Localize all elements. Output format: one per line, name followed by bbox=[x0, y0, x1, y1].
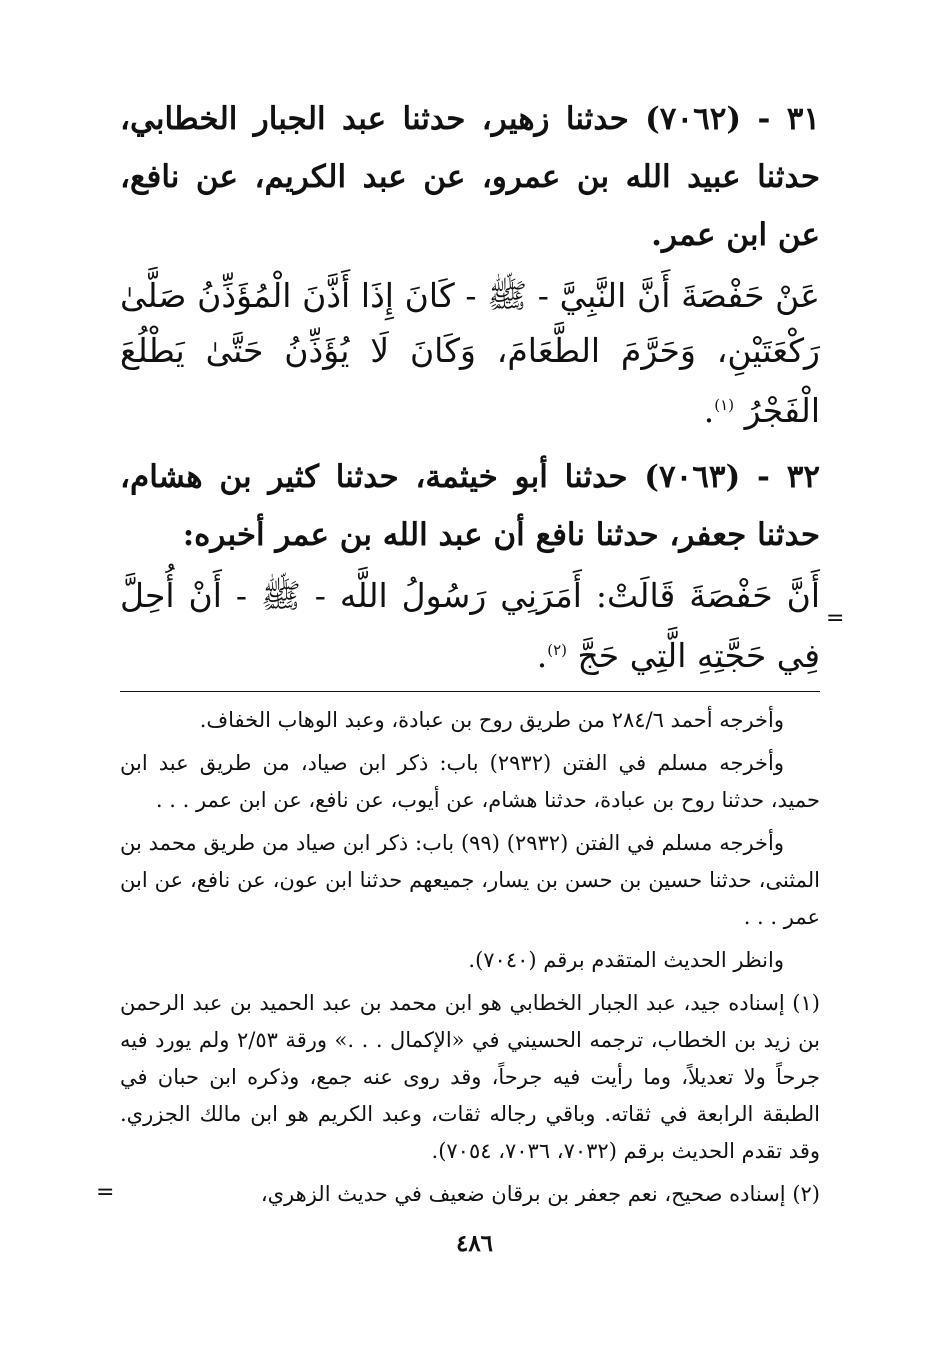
hadith-31-isnad: ٣١ - (٧٠٦٢) حدثنا زهير، حدثنا عبد الجبار الخطابي، حدثنا عبيد الله بن عمرو، عن عبد الكريم، عن نافع، عن ابن عمر. bbox=[120, 101, 820, 253]
footnote-ref-1: (١) bbox=[714, 396, 735, 414]
footnote-2: (٢) إسناده صحيح، نعم جعفر بن برقان ضعيف في حديث الزهري، bbox=[260, 1182, 820, 1206]
note-muslim-2: وأخرجه مسلم في الفتن (٢٩٣٢) (٩٩) باب: ذكر ابن صياد من طريق محمد بن المثنى، حدثنا حسين بن حسن بن يسار، جميعهم حدثنا ابن عون، عن نافع، عن ابن عمر . . . bbox=[120, 831, 820, 929]
continuation-mark-top: = bbox=[826, 606, 845, 631]
hadith-32-text: أَنَّ حَفْصَةَ قَالَتْ: أَمَرَنِي رَسُولُ اللَّه - ﷺ - أَنْ أُحِلَّ فِي حَجَّتِهِ الَّتِي حَجَّ $^{(٢)}$. bbox=[120, 576, 820, 675]
footnotes-section bbox=[120, 702, 820, 1213]
hadith-31-text: عَنْ حَفْصَةَ أَنَّ النَّبِيَّ - ﷺ - كَانَ إِذَا أَذَّنَ الْمُؤَذِّنُ صَلَّىٰ رَكْعَتَيْنِ، وَحَرَّمَ الطَّعَامَ، وَكَانَ لَا يُؤَذِّنُ حَتَّىٰ يَطْلُعَ الْفَجْرُ $^{(١)}$. bbox=[120, 276, 820, 430]
note-see-also: وانظر الحديث المتقدم برقم (٧٠٤٠). bbox=[468, 948, 784, 972]
footnote-1: (١) إسناده جيد، عبد الجبار الخطابي هو ابن محمد بن عبد الحميد بن عبد الرحمن بن زيد بن الخطاب، ترجمه الحسيني في «الإكمال . . .» ورقة ٢/٥٣ ولم يورد فيه جرحاً ولا تعديلاً، وما رأيت فيه جرحاً، وقد روى عنه جمع، وذكره ابن حبان في الطبقة الرابعة في ثقاته. وباقي رجاله ثقات، وعبد الكريم هو ابن مالك الجزري. وقد تقدم الحديث برقم (٧٠٣٢، ٧٠٣٦، ٧٠٥٤). bbox=[120, 991, 820, 1163]
continuation-mark-bottom: = bbox=[96, 1180, 115, 1205]
footnote-ref-2: (٢) bbox=[547, 641, 567, 659]
note-muslim-1: وأخرجه مسلم في الفتن (٢٩٣٢) باب: ذكر ابن صياد، من طريق عبد ابن حميد، حدثنا روح بن عبادة، حدثنا هشام، عن أيوب، عن نافع، عن ابن عمر . . . bbox=[120, 751, 820, 812]
hadith-32-isnad: ٣٢ - (٧٠٦٣) حدثنا أبو خيثمة، حدثنا كثير بن هشام، حدثنا جعفر، حدثنا نافع أن عبد الله بن عمر أخبره: bbox=[120, 459, 821, 553]
hadith-section bbox=[120, 90, 820, 683]
note-ahmad: وأخرجه أحمد ٢٨٤/٦ من طريق روح بن عبادة، وعبد الوهاب الخفاف. bbox=[199, 708, 784, 732]
footnote-divider bbox=[120, 691, 820, 692]
hadith-31-matn: عَنْ حَفْصَةَ أَنَّ النَّبِيَّ - ﷺ - كَانَ إِذَا أَذَّنَ الْمُؤَذِّنُ صَلَّىٰ رَكْعَتَيْنِ، وَحَرَّمَ الطَّعَامَ، وَكَانَ لَا يُؤَذِّنُ حَتَّىٰ يَطْلُعَ الْفَجْرُ bbox=[120, 276, 820, 430]
hadith-32-matn: أَنَّ حَفْصَةَ قَالَتْ: أَمَرَنِي رَسُولُ اللَّه - ﷺ - أَنْ أُحِلَّ فِي حَجَّتِهِ الَّتِي حَجَّ bbox=[120, 576, 820, 675]
page-body bbox=[120, 90, 820, 1219]
page-number: ٤٨٦ bbox=[455, 1230, 494, 1257]
